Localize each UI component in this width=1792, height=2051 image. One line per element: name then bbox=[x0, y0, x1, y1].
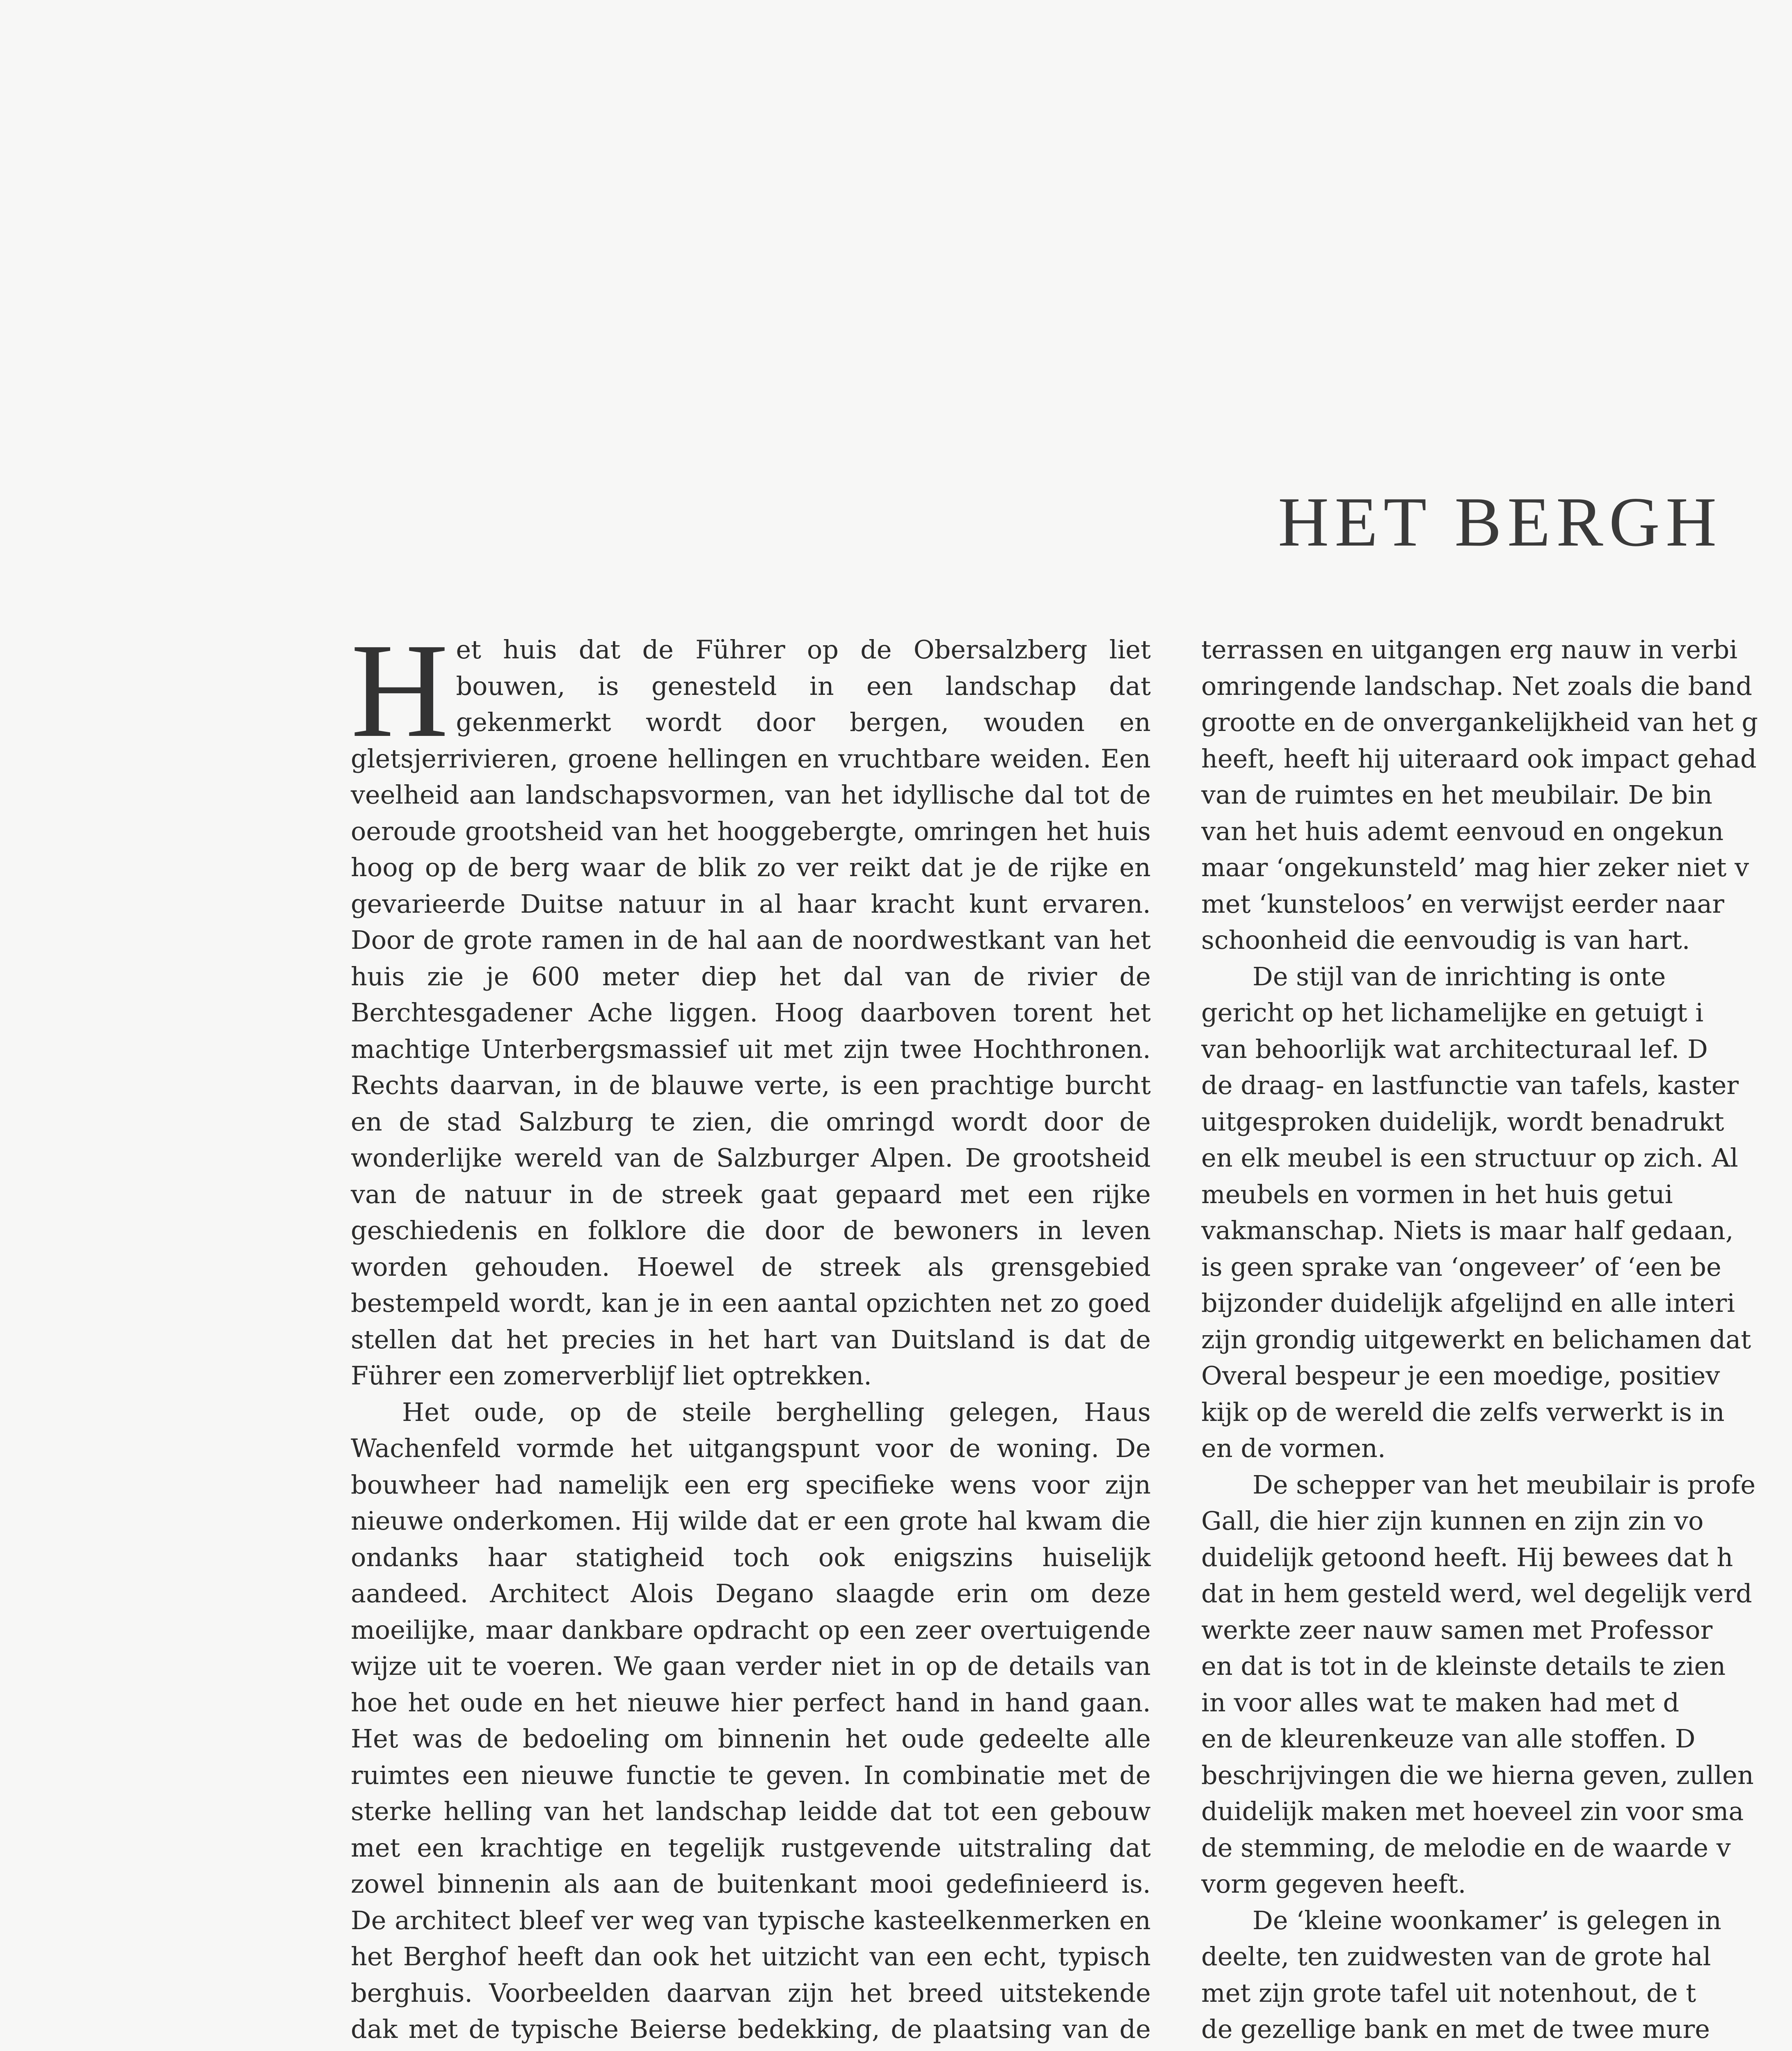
text-line: meubels en vormen in het huis getui bbox=[1201, 1179, 1673, 1209]
text-line: de stemming, de melodie en de waarde v bbox=[1201, 1832, 1731, 1863]
paragraph-1 bbox=[351, 616, 1151, 1394]
text-line: in voor alles wat te maken had met d bbox=[1201, 1687, 1680, 1718]
text-line: maar ‘ongekunsteld’ mag hier zeker niet v bbox=[1201, 852, 1749, 882]
text-line: dat in hem gesteld werd, wel degelijk verd bbox=[1201, 1578, 1752, 1608]
text-line: de draag- en lastfunctie van tafels, kaster bbox=[1201, 1070, 1739, 1100]
text-line: en de vormen. bbox=[1201, 1433, 1386, 1463]
text-line: beschrijvingen die we hierna geven, zullen bbox=[1201, 1760, 1754, 1790]
drop-cap: H bbox=[351, 616, 449, 765]
text-line: met zijn grote tafel uit notenhout, de t bbox=[1201, 1978, 1696, 2008]
paragraph-2: Het oude, op de steile berghelling gelegen, Haus Wachenfeld vormde het uitgangspunt voor de woning. De bouwheer had namelijk een erg specifieke wens voor zijn nieuwe onderkomen. Hij wilde dat er een grote hal kwam die ondanks haar statigheid toch ook enigszins huiselijk aandeed. Architect Alois Degano slaagde erin om deze moeilijke, maar dankbare opdracht op een zeer overtuigende wijze uit te voeren. We gaan verder niet in op de details van hoe het oude en het nieuwe hier perfect hand in hand gaan. Het was de bedoeling om binnenin het oude gedeelte alle ruimtes een nieuwe functie te geven. In combinatie met de sterke helling van het landschap leidde dat tot een gebouw met een krachtige en tegelijk rustgevende uitstraling dat zowel binnenin als aan de buitenkant mooi gedefinieerd is. De architect bleef ver weg van typische kasteelkenmerken en het Berghof heeft dan ook het uitzicht van een echt, typisch berghuis. Voorbeelden daarvan zijn het breed uitstekende dak met de typische Beierse bedekking, de plaatsing van de bbox=[351, 1397, 1151, 2044]
text-line: is geen sprake van ‘ongeveer’ of ‘een be bbox=[1201, 1252, 1721, 1282]
text-line: kijk op de wereld die zelfs verwerkt is in bbox=[1201, 1397, 1725, 1427]
text-line: terrassen en uitgangen erg nauw in verbi bbox=[1201, 635, 1738, 665]
text-line: de gezellige bank en met de twee mure bbox=[1201, 2014, 1710, 2044]
text-line: bijzonder duidelijk afgelijnd en alle interi bbox=[1201, 1288, 1735, 1318]
right-text-column bbox=[1201, 632, 1792, 2051]
text-line: zijn grondig uitgewerkt en belichamen dat bbox=[1201, 1324, 1751, 1354]
text-line: heeft, heeft hij uiteraard ook impact gehad bbox=[1201, 743, 1757, 774]
text-line: De stijl van de inrichting is onte bbox=[1253, 961, 1666, 991]
text-line: en dat is tot in de kleinste details te zien bbox=[1201, 1651, 1726, 1681]
text-line: en elk meubel is een structuur op zich. Al bbox=[1201, 1143, 1738, 1173]
text-line: De schepper van het meubilair is profe bbox=[1253, 1469, 1756, 1500]
text-line: schoonheid die eenvoudig is van hart. bbox=[1201, 925, 1690, 955]
chapter-title: HET BERGH bbox=[1278, 483, 1723, 561]
text-line: werkte zeer nauw samen met Professor bbox=[1201, 1615, 1713, 1645]
text-line: gericht op het lichamelijke en getuigt i bbox=[1201, 998, 1704, 1028]
text-line: vakmanschap. Niets is maar half gedaan, bbox=[1201, 1215, 1734, 1245]
left-text-column bbox=[351, 616, 1151, 2051]
text-line: van behoorlijk wat architecturaal lef. D bbox=[1201, 1034, 1708, 1064]
text-line: omringende landschap. Net zoals die band bbox=[1201, 671, 1752, 701]
text-line: van de ruimtes en het meubilair. De bin bbox=[1201, 780, 1712, 810]
text-line: met ‘kunsteloos’ en verwijst eerder naar bbox=[1201, 888, 1724, 919]
text-line: Overal bespeur je een moedige, positiev bbox=[1201, 1361, 1720, 1391]
text-line: Gall, die hier zijn kunnen en zijn zin vo bbox=[1201, 1506, 1704, 1536]
text-line bbox=[1201, 2048, 1792, 2051]
text-line: grootte en de onvergankelijkheid van het g bbox=[1201, 707, 1758, 737]
text-line: van het huis ademt eenvoud en ongekun bbox=[1201, 816, 1724, 846]
text-line: vorm gegeven heeft. bbox=[1201, 1869, 1466, 1899]
text-line: deelte, ten zuidwesten van de grote hal bbox=[1201, 1941, 1711, 1971]
text-line: en de kleurenkeuze van alle stoffen. D bbox=[1201, 1724, 1696, 1754]
text-line: duidelijk getoond heeft. Hij bewees dat h bbox=[1201, 1542, 1733, 1572]
text-line: duidelijk maken met hoeveel zin voor sma bbox=[1201, 1796, 1744, 1826]
text-line: uitgesproken duidelijk, wordt benadrukt bbox=[1201, 1106, 1724, 1137]
paragraph-1-text: et huis dat de Führer op de Obersalzberg liet bouwen, is genesteld in een landschap dat gekenmerkt wordt door bergen, wouden en gletsjerrivieren, groene hellingen en vruchtbare weiden. Een veelheid aan landschapsvormen, van het idyllische dal tot de oeroude grootsheid van het hooggebergte, omringen het huis hoog op de berg waar de blik zo ver reikt dat je de rijke en gevarieerde Duitse natuur in al haar kracht kunt ervaren. Door de grote ramen in de hal aan de noordwestkant van het huis zie je 600 meter diep het dal van de rivier de Berchtesgadener Ache liggen. Hoog daarboven torent het machtige Unterbergsmassief uit met zijn twee Hochthronen. Rechts daarvan, in de blauwe verte, is een prachtige burcht en de stad Salzburg te zien, die omringd wordt door de wonderlijke wereld van de Salzburger Alpen. De grootsheid van de natuur in de streek gaat gepaard met een rijke geschiedenis en folklore die door de bewoners in leven worden gehouden. Hoewel de streek als grensgebied bestempeld wordt, kan je in een aantal opzichten net zo goed stellen dat het precies in het hart van Duitsland is dat de Führer een zomerverblijf liet optrekken. bbox=[351, 635, 1151, 1391]
text-line: De ‘kleine woonkamer’ is gelegen in bbox=[1253, 1905, 1721, 1935]
